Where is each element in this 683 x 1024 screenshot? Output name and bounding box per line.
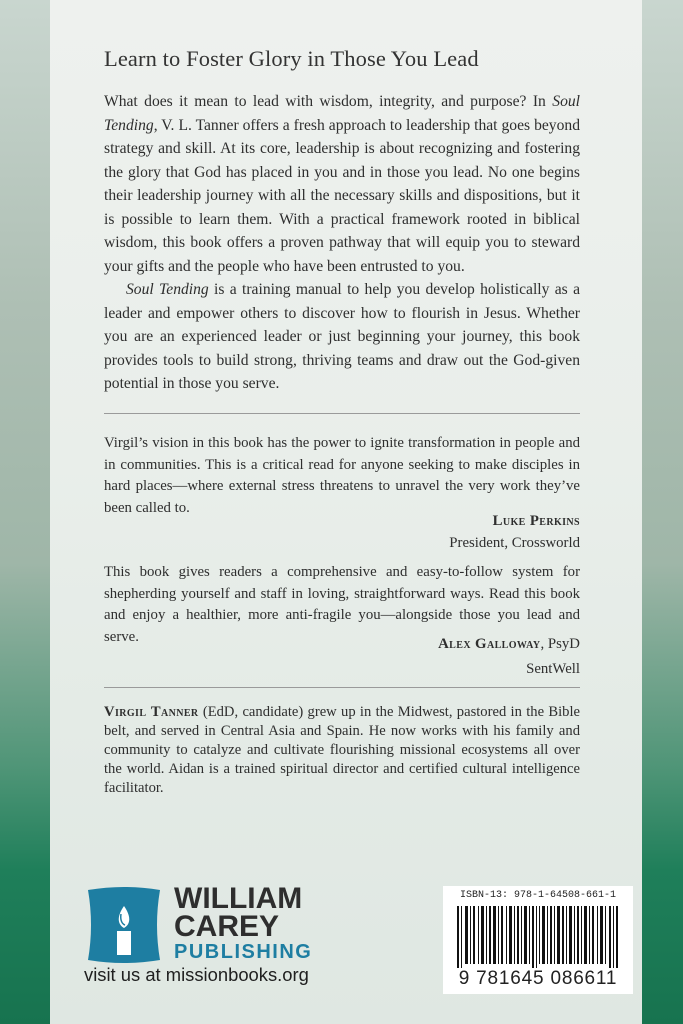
author-name: Virgil Tanner: [104, 704, 199, 720]
publisher-name-line3: PUBLISHING: [174, 941, 313, 963]
endorsement-2-quote: This book gives readers a comprehensive and easy-to-follow system for shepherding yourself and staff in loving, straightforward ways. Read this book and enjoy a healthier, more anti-fragile you—alongside those you lead and serve.: [104, 564, 580, 645]
book-description: [104, 90, 580, 396]
description-paragraph-2: [104, 278, 580, 396]
author-bio-text: (EdD, candidate) grew up in the Midwest, pastored in the Bible belt, and served in Central Asia and Spain. He now works with his family and community to catalyze and cultivate flourishing missional ecosystems all over the world. Aidan is a trained spiritual director and certified cultural intelligence facilitator.: [104, 704, 580, 796]
endorser-credential: , PsyD: [540, 636, 580, 652]
isbn-barcode: [443, 886, 633, 994]
endorsement-1-attribution: [449, 511, 580, 554]
barcode-digits: 9 781645 086611: [458, 968, 618, 989]
description-text: , V. L. Tanner offers a fresh approach to leadership that goes beyond strategy and skill. At its core, leadership is about recognizing and fostering the glory that God has placed in you and in those you lead. No one begins their leadership journey with all the necessary skills and dispositions, but it is possible to learn them. With a practical framework rooted in biblical wisdom, this book offers a proven pathway that will equip you to steward your gifts and the people who have been entrusted to you.: [104, 116, 580, 275]
endorser-name-text: Luke Perkins: [492, 513, 580, 529]
isbn-label: ISBN-13: 978-1-64508-661-1: [459, 890, 617, 901]
book-title-italic: Soul Tending: [104, 93, 580, 134]
endorsement-1-quote: Virgil’s vision in this book has the power to ignite transformation in people and in communities. This is a critical read for anyone seeking to make disciples in hard places—where external stress threatens to unravel the very work they’ve been called to.: [104, 435, 580, 516]
cover-heading: Learn to Foster Glory in Those You Lead: [104, 46, 479, 71]
endorser-name: [438, 634, 580, 656]
book-title-italic: Soul Tending: [126, 281, 209, 298]
publisher-website: visit us at missionbooks.org: [84, 964, 309, 985]
barcode-bars: [457, 906, 619, 968]
endorsement-2-attribution: [438, 634, 580, 680]
endorser-name-text: Alex Galloway: [438, 636, 541, 652]
divider: [104, 687, 580, 688]
endorser-role: SentWell: [526, 660, 580, 677]
author-bio: [104, 703, 580, 798]
description-text: What does it mean to lead with wisdom, integrity, and purpose? In: [104, 93, 553, 110]
description-paragraph-1: [104, 90, 580, 278]
publisher-name-line1: WILLIAM: [174, 882, 303, 915]
description-text: is a training manual to help you develop holistically as a leader and empower others to discover how to flourish in Jesus. Whether you are an experienced leader or just beginning your journey, this book provides tools to build strong, thriving teams and draw out the God-given potential in those you serve.: [104, 281, 580, 392]
endorser-role: President, Crossworld: [449, 534, 580, 551]
divider: [104, 413, 580, 414]
endorser-name: [449, 511, 580, 533]
publisher-name-line2: CAREY: [174, 910, 280, 943]
publisher-candle-icon: [84, 884, 164, 966]
